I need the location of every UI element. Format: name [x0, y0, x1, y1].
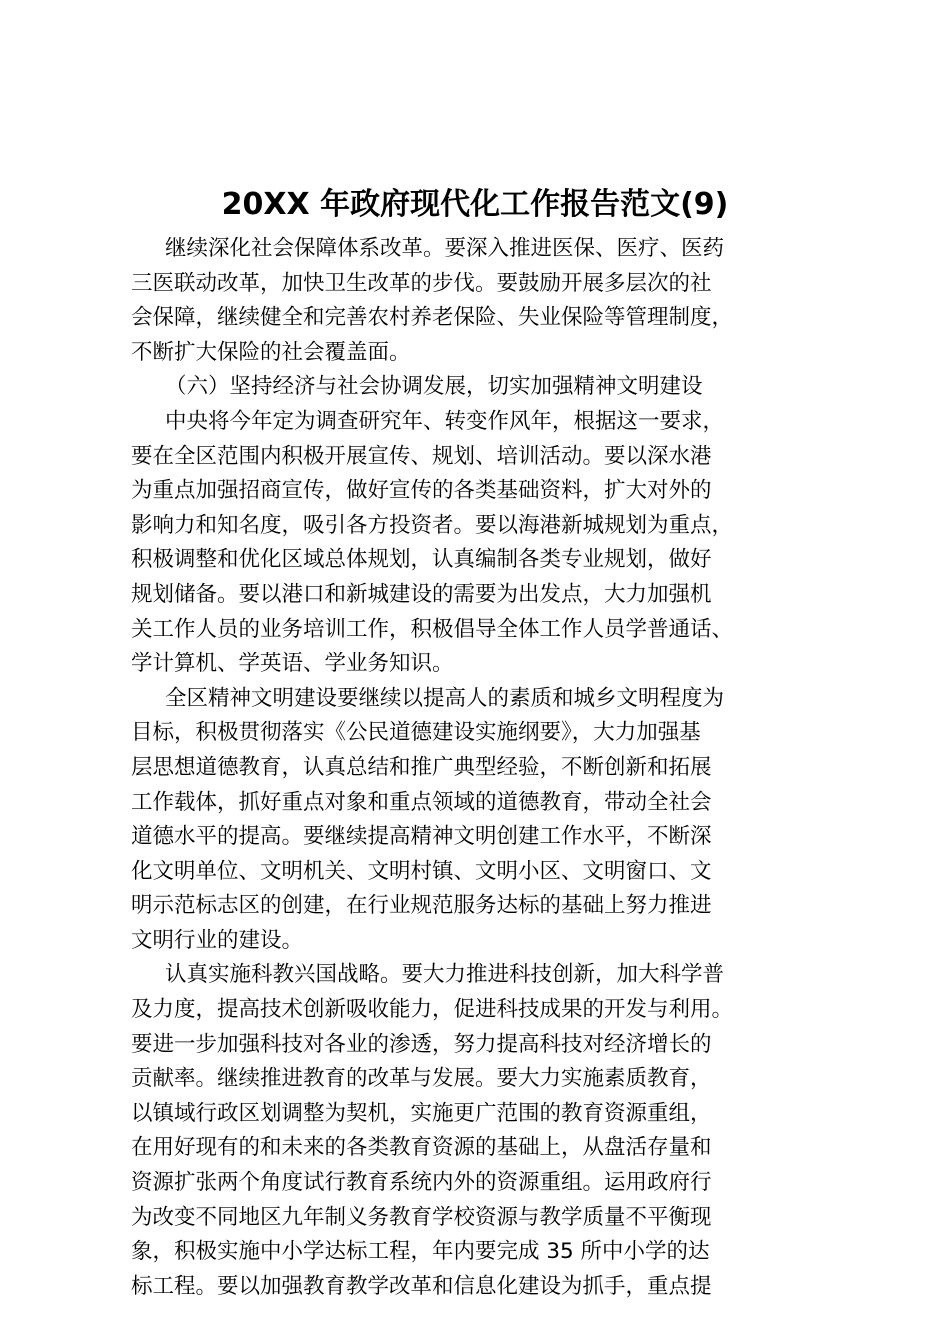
- body-line: 及力度，提高技术创新吸收能力，促进科技成果的开发与利用。: [131, 997, 734, 1023]
- body-line: 积极调整和优化区域总体规划，认真编制各类专业规划，做好: [131, 547, 712, 573]
- body-line: 层思想道德教育，认真总结和推广典型经验，不断创新和拓展: [131, 754, 712, 780]
- body-line: 象，积极实施中小学达标工程，年内要完成 35 所中小学的达: [131, 1239, 710, 1265]
- body-line: 规划储备。要以港口和新城建设的需要为出发点，大力加强机: [131, 581, 712, 607]
- body-line: 标工程。要以加强教育教学改革和信息化建设为抓手，重点提: [131, 1273, 712, 1299]
- body-line: 工作载体，抓好重点对象和重点领域的道德教育，带动全社会: [131, 789, 712, 815]
- body-line: 三医联动改革，加快卫生改革的步伐。要鼓励开展多层次的社: [131, 270, 712, 296]
- document-title: 20XX 年政府现代化工作报告范文(9): [221, 187, 729, 222]
- body-line: 认真实施科教兴国战略。要大力推进科技创新，加大科学普: [165, 962, 725, 988]
- body-line: 为改变不同地区九年制义务教育学校资源与教学质量不平衡现: [131, 1204, 712, 1230]
- body-line: （六）坚持经济与社会协调发展，切实加强精神文明建设: [165, 374, 703, 400]
- body-line: 不断扩大保险的社会覆盖面。: [131, 339, 411, 365]
- body-line: 要进一步加强科技对各业的渗透，努力提高科技对经济增长的: [131, 1031, 712, 1057]
- body-line: 目标，积极贯彻落实《公民道德建设实施纲要》，大力加强基: [131, 720, 701, 746]
- document-body: [131, 232, 831, 1304]
- body-line: 明示范标志区的创建，在行业规范服务达标的基础上努力推进: [131, 893, 712, 919]
- body-line: 文明行业的建设。: [131, 927, 304, 953]
- body-line: 学计算机、学英语、学业务知识。: [131, 651, 454, 677]
- body-line: 中央将今年定为调查研究年、转变作风年，根据这一要求，: [165, 408, 725, 434]
- body-line: 以镇域行政区划调整为契机，实施更广范围的教育资源重组，: [131, 1100, 712, 1126]
- body-line: 全区精神文明建设要继续以提高人的素质和城乡文明程度为: [165, 685, 725, 711]
- body-line: 资源扩张两个角度试行教育系统内外的资源重组。运用政府行: [131, 1170, 712, 1196]
- body-line: 化文明单位、文明机关、文明村镇、文明小区、文明窗口、文: [131, 858, 712, 884]
- body-line: 贡献率。继续推进教育的改革与发展。要大力实施素质教育，: [131, 1066, 712, 1092]
- body-line: 关工作人员的业务培训工作，积极倡导全体工作人员学普通话、: [131, 616, 734, 642]
- body-line: 要在全区范围内积极开展宣传、规划、培训活动。要以深水港: [131, 443, 712, 469]
- body-line: 道德水平的提高。要继续提高精神文明创建工作水平，不断深: [131, 824, 712, 850]
- body-line: 继续深化社会保障体系改革。要深入推进医保、医疗、医药: [165, 236, 725, 261]
- body-line: 会保障，继续健全和完善农村养老保险、失业保险等管理制度，: [131, 305, 734, 331]
- body-line: 为重点加强招商宣传，做好宣传的各类基础资料，扩大对外的: [131, 478, 712, 504]
- body-line: 在用好现有的和未来的各类教育资源的基础上，从盘活存量和: [131, 1135, 712, 1161]
- body-line: 影响力和知名度，吸引各方投资者。要以海港新城规划为重点，: [131, 512, 734, 538]
